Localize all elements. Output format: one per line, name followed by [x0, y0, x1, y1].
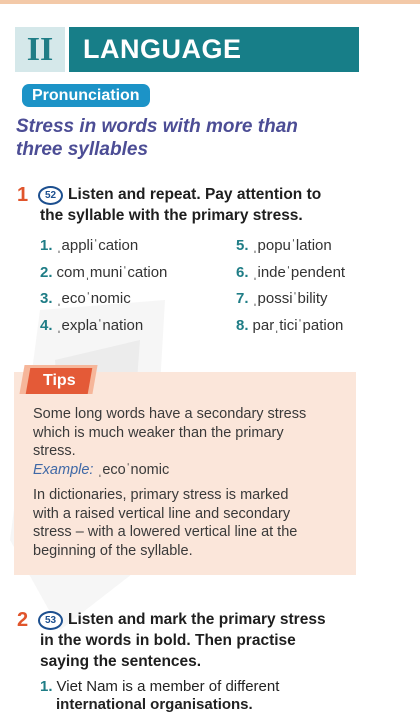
audio-track-52-icon[interactable]: 52 — [38, 186, 63, 205]
word-item-6: 6. ˌindeˈpendent — [236, 264, 346, 281]
audio-track-53-icon[interactable]: 53 — [38, 611, 63, 630]
tips-label: Tips — [26, 368, 93, 394]
section-number: II — [15, 27, 65, 72]
word-item-1: 1. ˌappliˈcation — [40, 237, 139, 254]
word-item-7: 7. ˌpossiˈbility — [236, 290, 328, 307]
subheading: Stress in words with more than three syllables — [16, 116, 298, 160]
word-item-4: 4. ˌexplaˈnation — [40, 317, 144, 334]
exercise-1-instruction: Listen and repeat. Pay attention to — [68, 186, 322, 203]
word-item-5: 5. ˌpopuˈlation — [236, 237, 332, 254]
exercise-1-number: 1 — [17, 184, 29, 206]
section-title: LANGUAGE — [69, 27, 359, 72]
tips-example: Example: ˌecoˈnomic — [33, 462, 170, 478]
exercise-2-instruction-rest: in the words in bold. Then practise saying the sentences. — [40, 632, 296, 670]
word-item-8: 8. parˌticiˈpation — [236, 317, 344, 334]
top-color-strip — [0, 0, 420, 4]
pronunciation-label: Pronunciation — [22, 84, 150, 107]
exercise-1-instruction-line2: the syllable with the primary stress. — [40, 207, 303, 224]
word-item-2: 2. comˌmuniˈcation — [40, 264, 168, 281]
word-item-3: 3. ˌecoˈnomic — [40, 290, 131, 307]
tips-paragraph-1: Some long words have a secondary stress which is much weaker than the primary stress. — [33, 406, 307, 459]
exercise-2-instruction: Listen and mark the primary stress — [68, 611, 326, 628]
exercise-2-number: 2 — [17, 609, 29, 631]
tips-paragraph-2: In dictionaries, primary stress is marked with a raised vertical line and secondary stress – with a lowered vertical line at the beginning of the syllable. — [33, 487, 298, 559]
exercise-2-item-1: 1. Viet Nam is a member of different international organisations. — [40, 678, 280, 713]
